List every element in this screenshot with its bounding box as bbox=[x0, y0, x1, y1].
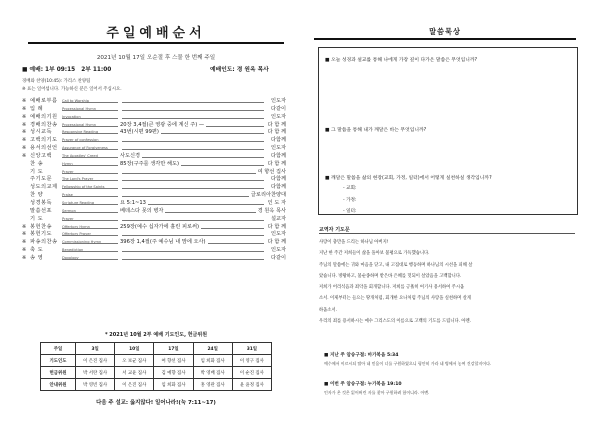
duty-row bbox=[41, 355, 272, 367]
order-leader: 인도자 bbox=[270, 247, 286, 254]
order-detail bbox=[118, 114, 122, 120]
practice-home: - 가정: bbox=[343, 198, 357, 203]
duty-cell: 이 순진 집사 bbox=[232, 367, 271, 379]
order-english: Call to Worship bbox=[62, 99, 90, 103]
worship-order-list bbox=[22, 98, 290, 263]
order-english: Offertory Prayer bbox=[62, 232, 91, 237]
order-detail: 259장(예수 십자가에 흘린 피로써) bbox=[120, 223, 200, 230]
order-row bbox=[22, 192, 290, 200]
order-detail bbox=[118, 184, 122, 190]
order-leader: 다함께 bbox=[270, 152, 286, 159]
order-english: Hymn bbox=[62, 161, 73, 166]
duty-cell: 박 서란 집사 bbox=[76, 367, 115, 379]
duty-cell: 윤 윤정 집사 bbox=[232, 379, 271, 391]
standing-mark: ※ bbox=[22, 254, 27, 261]
standing-mark: ※ bbox=[22, 231, 27, 238]
order-detail: 사도신경 bbox=[120, 152, 141, 159]
praise-note: 경배와 찬양(10:45): 가리스 찬양팀 bbox=[22, 79, 91, 84]
order-row bbox=[22, 216, 290, 224]
order-english: Sermon bbox=[62, 208, 76, 213]
prayer-line: 하옵소서. bbox=[319, 307, 337, 313]
duty-cell: 박 영배 집사 bbox=[193, 367, 232, 379]
order-row bbox=[22, 114, 290, 122]
standing-mark: ※ bbox=[22, 152, 27, 159]
order-english: Benediction bbox=[62, 248, 84, 253]
order-detail bbox=[118, 255, 122, 261]
service-leader: 예배인도: 경 원옥 목사 bbox=[210, 67, 269, 73]
prayer-line: 소서. 이제부터는 들으는 땅개처럼, 회개한 요나처럼 주님의 사랑을 실천하며 살게 bbox=[319, 296, 471, 302]
order-row bbox=[22, 145, 290, 153]
order-label: 예배의기원 bbox=[30, 113, 58, 120]
order-leader: 다함께 bbox=[270, 137, 286, 144]
duty-cell: 서 교윤 집사 bbox=[115, 367, 154, 379]
order-leader: 인도자 bbox=[270, 113, 286, 120]
this-week-verse-text: 인자가 온 것은 잃어버린 자를 찾아 구원하려 함이니라. 아멘. bbox=[324, 390, 430, 395]
standing-mark: ※ bbox=[22, 239, 27, 246]
duty-header: 17일 bbox=[154, 343, 193, 355]
duty-role: 기도인도 bbox=[41, 355, 76, 367]
order-label: 기 도 bbox=[30, 168, 44, 175]
order-leader: 여 향선 집사 bbox=[257, 168, 286, 175]
order-leader: 경 원옥 목사 bbox=[257, 207, 286, 214]
duty-cell: 이 은진 집사 bbox=[76, 355, 115, 367]
service-date: 2021년 10월 17일 오순절 후 스물 한 번째 주일 bbox=[96, 55, 216, 61]
duty-cell: 임 희화 집사 bbox=[193, 355, 232, 367]
order-leader: 다 함 께 bbox=[267, 160, 286, 167]
leader-dots bbox=[62, 220, 264, 221]
order-detail bbox=[118, 137, 122, 143]
duty-cell: 박 영빈 집사 bbox=[76, 379, 115, 391]
order-leader: 다같이 bbox=[270, 254, 286, 261]
order-row bbox=[22, 161, 290, 169]
order-row bbox=[22, 224, 290, 232]
duty-row bbox=[41, 379, 272, 391]
meditation-divider bbox=[314, 38, 576, 40]
order-row bbox=[22, 106, 290, 114]
order-row bbox=[22, 153, 290, 161]
order-label: 신앙고백 bbox=[30, 152, 53, 159]
order-label: 봉헌기도 bbox=[30, 231, 53, 238]
order-row bbox=[22, 98, 290, 106]
standing-mark: ※ bbox=[22, 113, 27, 120]
standing-mark: ※ bbox=[22, 105, 27, 112]
order-english: Scripture Reading bbox=[62, 200, 95, 205]
order-leader: 인 도 자 bbox=[267, 199, 286, 206]
duty-cell: 여 향선 집사 bbox=[154, 355, 193, 367]
duty-header: 24일 bbox=[193, 343, 232, 355]
order-english: The Lord's Prayer bbox=[62, 177, 94, 182]
service-label: ■ 예배: bbox=[22, 67, 44, 73]
duty-header: 주일 bbox=[41, 343, 76, 355]
order-label: 성시교독 bbox=[30, 129, 53, 136]
prayer-line: 지난 한 주간 저희들이 삶을 돌아보 불평으로 가득했습니다. bbox=[319, 251, 430, 257]
order-english: Offertory Hymn bbox=[62, 224, 90, 229]
order-leader: 다 함 께 bbox=[267, 223, 286, 230]
meditation-column bbox=[314, 0, 588, 424]
order-row bbox=[22, 247, 290, 255]
order-english: Prayer bbox=[62, 169, 74, 174]
order-english: Fellowship of the Saints bbox=[62, 185, 105, 190]
practice-church: - 교회: bbox=[343, 186, 357, 191]
last-week-verse-text: 예수께서 이르시되 딸아 네 믿음이 너를 구원하였으니 평안히 가라 네 병에서 놓여 건강할지어다. bbox=[324, 361, 492, 366]
order-detail bbox=[118, 247, 122, 253]
order-label: 성경봉독 bbox=[30, 199, 53, 206]
order-label: 주기도문 bbox=[30, 176, 53, 183]
last-week-verse-ref: ■ 지난 주 암송구절: 마가복음 5:34 bbox=[324, 353, 399, 358]
order-row bbox=[22, 129, 290, 137]
order-leader: 다 함 께 bbox=[267, 239, 286, 246]
duty-table-title: * 2021년 10월 2부 예배 기도인도, 헌금위원 bbox=[104, 332, 208, 338]
duty-header: 31일 bbox=[232, 343, 271, 355]
prayer-text bbox=[319, 237, 575, 327]
order-leader: 인도자 bbox=[270, 98, 286, 104]
leader-dots bbox=[62, 173, 264, 174]
order-detail bbox=[118, 192, 122, 198]
first-service-time: 1부 09:15 bbox=[45, 67, 76, 73]
standing-note: ※ 표는 일어섭니다. 가능하신 분은 일어서 주십시요. bbox=[22, 87, 122, 92]
order-detail bbox=[118, 216, 122, 222]
worship-order-column bbox=[22, 0, 290, 424]
order-detail bbox=[118, 176, 122, 182]
order-leader: 설교자 bbox=[270, 215, 286, 222]
duty-role: 안내위원 bbox=[41, 379, 76, 391]
order-label: 용서의선언 bbox=[30, 145, 58, 152]
standing-mark: ※ bbox=[22, 137, 27, 144]
duty-role: 헌금위원 bbox=[41, 367, 76, 379]
order-detail bbox=[118, 145, 122, 151]
leader-dots bbox=[62, 196, 264, 197]
order-english: The Apostles' Creed bbox=[62, 153, 98, 158]
order-label: 찬 송 bbox=[30, 160, 44, 167]
order-english: Assurance of Forgiveness bbox=[62, 146, 108, 151]
order-label: 말씀선포 bbox=[30, 207, 53, 214]
order-english: Praise bbox=[62, 193, 73, 198]
order-leader: 다 함 께 bbox=[267, 121, 286, 128]
order-leader: 다함께 bbox=[270, 176, 286, 183]
prayer-line: 사랑이 충만을 드리는 하나님 아버지! bbox=[319, 240, 389, 245]
duty-cell: 이 영구 집사 bbox=[232, 355, 271, 367]
leader-dots bbox=[62, 118, 264, 119]
order-english: Commissioning Hymn bbox=[62, 240, 102, 245]
leader-dots bbox=[62, 235, 264, 236]
next-sermon: 다음 주 설교: 옳지않다! 일어나라!(눅 7:11~17) bbox=[96, 400, 216, 406]
standing-mark: ※ bbox=[22, 145, 27, 152]
service-times bbox=[22, 64, 269, 73]
title-divider bbox=[28, 42, 284, 44]
order-row bbox=[22, 169, 290, 177]
prayer-line: 저희가 어리석음과 죄악을 회개합니다. 저희를 긍휼히 여기사 용서하여 주시옵 bbox=[319, 285, 465, 291]
order-leader: 다함께 bbox=[270, 184, 286, 191]
order-leader: 인도자 bbox=[270, 145, 286, 152]
order-detail: 베데스다 못의 병자 bbox=[120, 207, 164, 214]
order-leader: 글로리아찬양대 bbox=[250, 192, 286, 199]
standing-mark: ※ bbox=[22, 98, 27, 104]
prayer-divider bbox=[319, 233, 575, 234]
leader-dots bbox=[62, 251, 264, 252]
order-english: Prayer bbox=[62, 216, 74, 221]
order-label: 예배로부름 bbox=[30, 98, 58, 104]
question-3: ■ 깨달은 말씀을 삶의 현장(교회, 가정, 일터)에서 어떻게 실천하실 생각입니까? bbox=[325, 176, 492, 181]
order-row bbox=[22, 137, 290, 145]
order-detail bbox=[118, 106, 122, 112]
standing-mark: ※ bbox=[22, 247, 27, 254]
order-leader: 다같이 bbox=[270, 105, 286, 112]
meditation-box bbox=[318, 47, 578, 215]
prayer-line: 우리의 죄를 용서하시는 예수 그리스도의 이름으로 고백의 기도를 드립니다. 아멘. bbox=[319, 319, 471, 325]
standing-mark: ※ bbox=[22, 223, 27, 230]
order-detail bbox=[118, 98, 122, 104]
order-detail: 43번(시편 99편) bbox=[120, 129, 159, 136]
question-1: ■ 오늘 성경과 설교를 통해 나에게 가장 깊이 다가온 말씀은 무엇입니까? bbox=[325, 58, 478, 63]
order-detail: 요 5:1~13 bbox=[120, 199, 146, 206]
leader-dots bbox=[62, 259, 264, 260]
order-row bbox=[22, 231, 290, 239]
practice-work: - 일터: bbox=[343, 209, 357, 214]
order-row bbox=[22, 184, 290, 192]
leader-dots bbox=[62, 102, 264, 103]
order-label: 기 도 bbox=[30, 215, 44, 222]
order-leader: 인도자 bbox=[270, 231, 286, 238]
order-label: 경배의찬송 bbox=[30, 121, 58, 128]
duty-table bbox=[40, 342, 272, 391]
duty-header: 10일 bbox=[115, 343, 154, 355]
order-row bbox=[22, 239, 290, 247]
order-detail bbox=[118, 169, 122, 175]
second-service-time: 2부 11:00 bbox=[81, 67, 112, 73]
order-label: 성도의교제 bbox=[30, 184, 58, 191]
order-label: 찬 양 bbox=[30, 192, 44, 199]
prayer-line: 았습니다. 방황하고, 불순종하며 받은바 은혜를 헛되이 살았음을 고백합니다. bbox=[319, 273, 462, 279]
order-english: Invocation bbox=[62, 114, 81, 119]
duty-cell: 오 보균 집사 bbox=[115, 355, 154, 367]
order-label: 봉헌찬송 bbox=[30, 223, 53, 230]
this-week-verse-ref: ■ 이번 주 암송구절: 누가복음 19:10 bbox=[324, 382, 402, 387]
order-detail: 85장(구주를 생각만 해도) bbox=[120, 160, 180, 167]
order-english: Responsive Reading bbox=[62, 130, 99, 135]
order-label: 송 영 bbox=[30, 254, 44, 261]
order-label: 입 례 bbox=[30, 105, 44, 112]
duty-cell: 임 희화 집사 bbox=[154, 379, 193, 391]
duty-cell: 이 은진 집사 bbox=[115, 379, 154, 391]
duty-row bbox=[41, 367, 272, 379]
duty-cell: 김 예향 집사 bbox=[154, 367, 193, 379]
order-label: 파송의찬송 bbox=[30, 239, 58, 246]
order-detail: 396장 1,4절(주 예수님 내 맘에 오사) bbox=[120, 239, 206, 246]
order-row bbox=[22, 176, 290, 184]
order-english: Doxology bbox=[62, 255, 79, 260]
order-english: Processional Hymn bbox=[62, 106, 97, 111]
order-row bbox=[22, 200, 290, 208]
page-title: 주일예배순서 bbox=[106, 26, 206, 41]
standing-mark: ※ bbox=[22, 121, 27, 128]
order-english: Prayer of confession bbox=[62, 138, 99, 143]
question-2: ■ 그 말씀을 통해 내가 깨달은 바는 무엇입니까? bbox=[325, 128, 427, 133]
duty-cell: 홍 영관 집사 bbox=[193, 379, 232, 391]
order-leader: 다 함 께 bbox=[267, 129, 286, 136]
order-detail bbox=[118, 231, 122, 237]
standing-mark: ※ bbox=[22, 129, 27, 136]
order-row bbox=[22, 255, 290, 263]
order-detail: 20장 3,4절(큰 영광 중에 계신 주) — bbox=[120, 121, 205, 128]
meditation-title: 말씀묵상 bbox=[429, 27, 461, 36]
order-row bbox=[22, 208, 290, 216]
order-english: Processional Hymn bbox=[62, 122, 97, 127]
order-label: 고백의기도 bbox=[30, 137, 58, 144]
order-label: 축 도 bbox=[30, 247, 44, 254]
duty-header: 3일 bbox=[76, 343, 115, 355]
prayer-line: 주님의 말씀에는 귀와 마음을 닫고, 내 고집대로 행동하며 하나님의 시선을 피해 살 bbox=[319, 262, 473, 268]
prayer-title: 교역자 기도문 bbox=[319, 227, 350, 233]
